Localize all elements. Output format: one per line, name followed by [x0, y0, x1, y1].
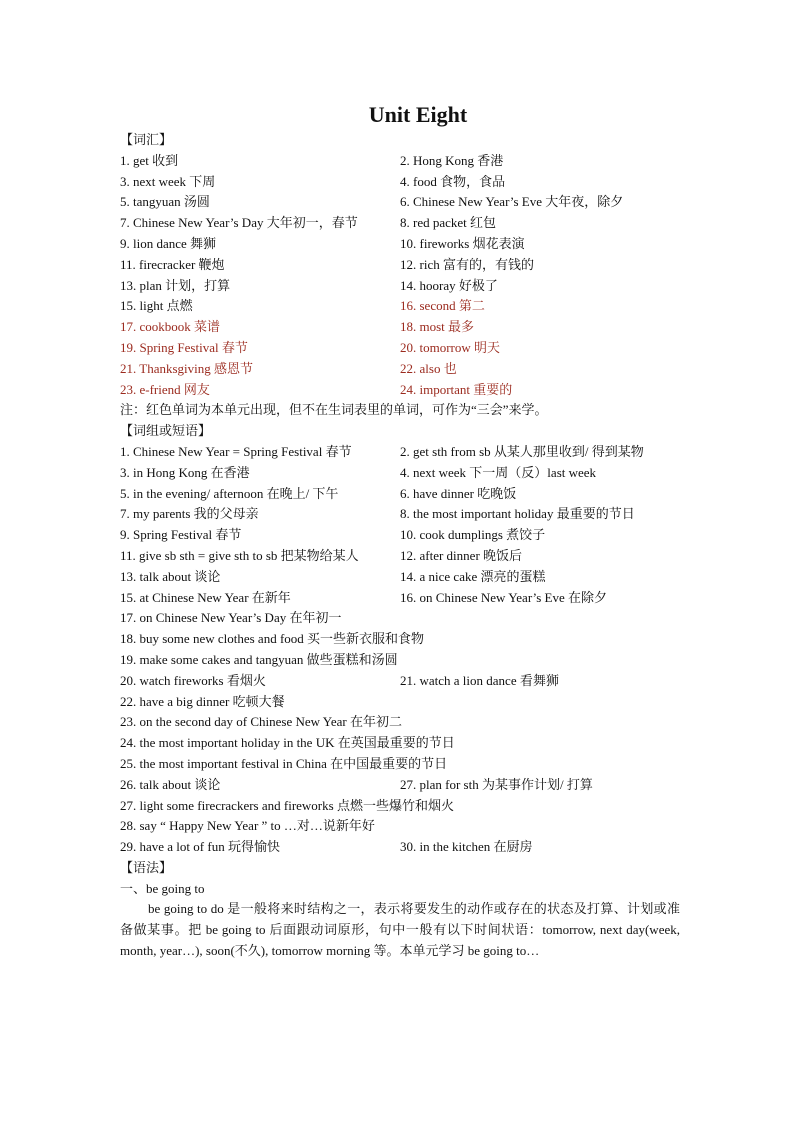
phrase-heading: 【词组或短语】 [120, 423, 212, 439]
vocab-row-left: 5. tangyuan 汤圆 [120, 194, 210, 210]
vocab-row [120, 338, 680, 359]
phrase-row-right: 30. in the kitchen 在厨房 [400, 839, 533, 855]
vocab-row-right: 4. food 食物，食品 [400, 173, 506, 189]
phrase-row-left: 1. Chinese New Year = Spring Festival 春节 [120, 443, 352, 459]
phrase-row-right: 27. plan for sth 为某事作计划/ 打算 [400, 776, 593, 792]
vocab-row [120, 359, 680, 380]
phrase-row-left: 24. the most important holiday in the UK 在英国最重要的节日 [120, 735, 455, 751]
phrase-row [120, 588, 680, 609]
phrase-row [120, 546, 680, 567]
vocab-row [120, 296, 680, 317]
vocab-row-right: 14. hooray 好极了 [400, 277, 498, 293]
phrase-row-right: 10. cook dumplings 煮饺子 [400, 527, 546, 543]
phrase-row [120, 796, 680, 817]
phrase-row-right: 21. watch a lion dance 看舞狮 [400, 672, 559, 688]
phrase-row-left: 28. say “ Happy New Year ” to …对…说新年好 [120, 818, 375, 834]
phrase-row-left: 5. in the evening/ afternoon 在晚上/ 下午 [120, 485, 339, 501]
phrase-row [120, 567, 680, 588]
vocab-row-right: 16. second 第二 [400, 298, 485, 314]
phrase-row [120, 650, 680, 671]
phrase-row-left: 27. light some firecrackers and fireworks 点燃一些爆竹和烟火 [120, 797, 454, 813]
vocab-row-left: 3. next week 下周 [120, 173, 216, 189]
phrase-row-right: 12. after dinner 晚饭后 [400, 547, 523, 563]
vocab-row-right: 24. important 重要的 [400, 381, 513, 397]
phrase-row [120, 733, 680, 754]
vocab-row-left: 1. get 收到 [120, 152, 179, 168]
vocab-row-right: 10. fireworks 烟花表演 [400, 235, 525, 251]
phrase-row-right: 14. a nice cake 漂亮的蛋糕 [400, 568, 546, 584]
phrase-row-left: 23. on the second day of Chinese New Year 在年初二 [120, 714, 402, 730]
vocab-note: 注：红色单词为本单元出现，但不在生词表里的单词，可作为“三会”来学。 [120, 402, 548, 418]
phrase-row [120, 754, 680, 775]
phrase-row-left: 7. my parents 我的父母亲 [120, 506, 259, 522]
phrase-row-left: 20. watch fireworks 看烟火 [120, 672, 266, 688]
phrase-row [120, 629, 680, 650]
phrase-row [120, 671, 680, 692]
phrase-row-left: 9. Spring Festival 春节 [120, 527, 242, 543]
vocab-row-right: 8. red packet 红包 [400, 215, 497, 231]
phrase-row [120, 525, 680, 546]
phrase-row-left: 15. at Chinese New Year 在新年 [120, 589, 291, 605]
vocab-row [120, 317, 680, 338]
vocab-row [120, 192, 680, 213]
grammar-paragraph: be going to do 是一般将来时结构之一，表示将要发生的动作或存在的状态及打算、计划或准备做某事。把 be going to 后面跟动词原形，句中一般有以下时间状语：tomorrow, next day(week, month, year…), soon(不久), tomorrow morning 等。本单元学习 be going to… [120, 901, 680, 959]
phrase-row-right: 6. have dinner 吃晚饭 [400, 485, 517, 501]
phrase-row [120, 608, 680, 629]
phrase-row [120, 484, 680, 505]
grammar-heading: 【语法】 [120, 859, 173, 875]
phrase-row-left: 13. talk about 谈论 [120, 568, 221, 584]
vocab-row-right: 2. Hong Kong 香港 [400, 152, 504, 168]
grammar-subheading: 一、be going to [120, 880, 205, 896]
phrase-row-left: 25. the most important festival in China 在中国最重要的节日 [120, 755, 448, 771]
phrase-row-right: 2. get sth from sb 从某人那里收到/ 得到某物 [400, 443, 644, 459]
phrase-row [120, 463, 680, 484]
phrase-row-left: 18. buy some new clothes and food 买一些新衣服和食物 [120, 631, 425, 647]
vocab-row-left: 13. plan 计划，打算 [120, 277, 231, 293]
document-page [120, 100, 680, 962]
vocab-row [120, 213, 680, 234]
vocab-list [120, 151, 680, 401]
vocab-heading: 【词汇】 [120, 132, 173, 147]
phrase-row [120, 775, 680, 796]
phrase-row-left: 3. in Hong Kong 在香港 [120, 464, 250, 480]
page-title: Unit Eight [368, 102, 468, 127]
vocab-row-right: 6. Chinese New Year’s Eve 大年夜，除夕 [400, 194, 624, 210]
vocab-row [120, 276, 680, 297]
phrase-row [120, 692, 680, 713]
phrase-row-left: 11. give sb sth = give sth to sb 把某物给某人 [120, 547, 359, 563]
phrase-row [120, 837, 680, 858]
phrase-list [120, 442, 680, 858]
vocab-row-right: 12. rich 富有的，有钱的 [400, 256, 534, 272]
vocab-row [120, 151, 680, 172]
vocab-row-left: 7. Chinese New Year’s Day 大年初一，春节 [120, 215, 358, 231]
phrase-row [120, 442, 680, 463]
phrase-row-right: 4. next week 下一周（反）last week [400, 464, 597, 480]
vocab-row-left: 23. e-friend 网友 [120, 381, 210, 397]
phrase-row-left: 17. on Chinese New Year’s Day 在年初一 [120, 610, 342, 626]
vocab-row-right: 20. tomorrow 明天 [400, 339, 501, 355]
vocab-row [120, 172, 680, 193]
vocab-row-left: 17. cookbook 菜谱 [120, 319, 221, 335]
vocab-row [120, 234, 680, 255]
phrase-row-left: 19. make some cakes and tangyuan 做些蛋糕和汤圆 [120, 651, 398, 667]
phrase-row-right: 16. on Chinese New Year’s Eve 在除夕 [400, 589, 608, 605]
phrase-row [120, 816, 680, 837]
vocab-row [120, 380, 680, 401]
phrase-row [120, 504, 680, 525]
vocab-row-left: 19. Spring Festival 春节 [120, 339, 248, 355]
phrase-row-right: 8. the most important holiday 最重要的节日 [400, 506, 635, 522]
vocab-row-left: 9. lion dance 舞狮 [120, 235, 217, 251]
vocab-row-left: 11. firecracker 鞭炮 [120, 256, 225, 272]
vocab-row-right: 22. also 也 [400, 360, 457, 376]
vocab-row-left: 21. Thanksgiving 感恩节 [120, 360, 254, 376]
phrase-row-left: 29. have a lot of fun 玩得愉快 [120, 839, 280, 855]
phrase-row [120, 712, 680, 733]
vocab-row-left: 15. light 点燃 [120, 298, 193, 314]
vocab-row [120, 255, 680, 276]
phrase-row-left: 26. talk about 谈论 [120, 776, 221, 792]
vocab-row-right: 18. most 最多 [400, 319, 475, 335]
phrase-row-left: 22. have a big dinner 吃顿大餐 [120, 693, 285, 709]
